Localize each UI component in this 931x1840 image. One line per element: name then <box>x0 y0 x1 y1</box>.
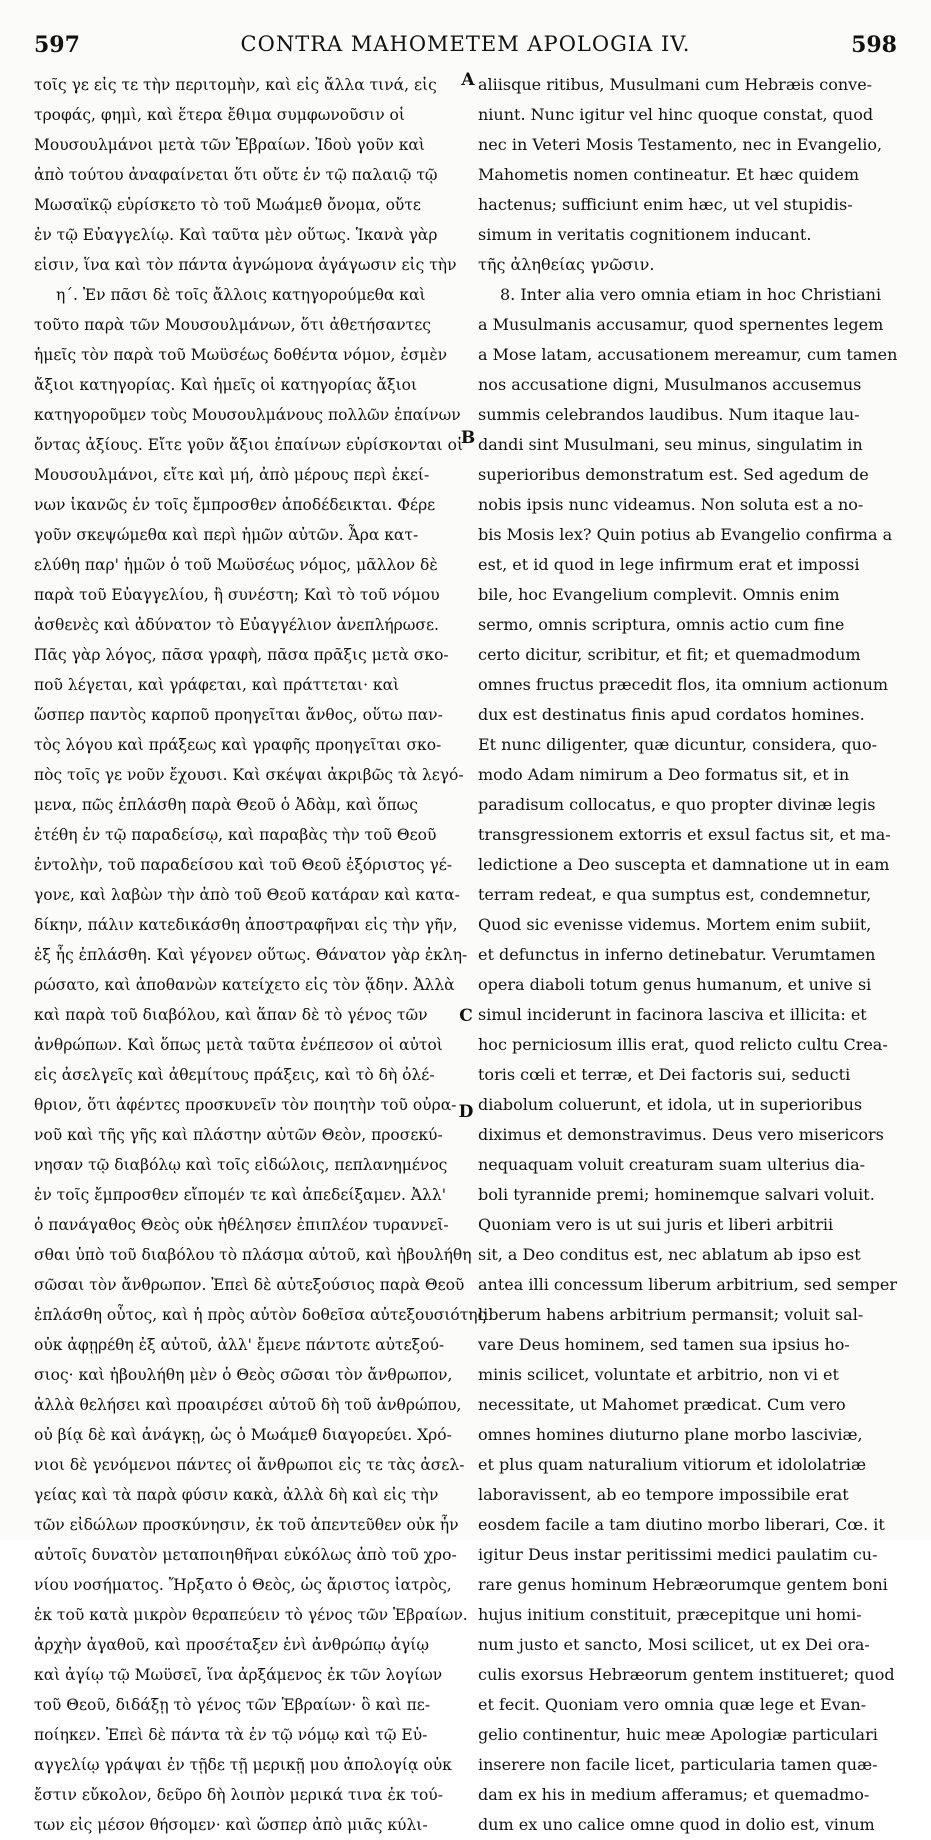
text-line: Et nunc diligenter, quæ dicuntur, considera, quo- <box>478 735 878 754</box>
text-line: hoc perniciosum illis erat, quod relicto cultu Crea- <box>478 1035 888 1054</box>
text-line: ὄντας ἀξίους. Εἴτε γοῦν ἄξιοι ἐπαίνων εὑρίσκονται οἱ <box>34 436 464 454</box>
text-line: ἐν τῷ Εὐαγγελίῳ. Καὶ ταῦτα μὲν οὕτως. Ἱκανὰ γὰρ <box>34 226 438 244</box>
text-line: toris cœli et terræ, et Dei factoris sui, seducti <box>478 1065 851 1084</box>
text-line: νιοι δὲ γενόμενοι πάντες οἱ ἄνθρωποι εἰς τε τὰς ἀσελ- <box>34 1456 465 1474</box>
text-line: num justo et sancto, Mosi scilicet, ut ex Dei ora- <box>478 1635 870 1654</box>
text-line: est, et id quod in lege infirmum erat et impossi <box>478 555 860 574</box>
text-line: et defunctus in inferno detinebatur. Verumtamen <box>478 945 876 964</box>
text-line: niunt. Nunc igitur vel hinc quoque constat, quod <box>478 105 874 124</box>
text-line: τὸς λόγου καὶ πράξεως καὶ γραφῆς προηγεῖται σκο- <box>34 736 442 754</box>
text-line: diximus et demonstravimus. Deus vero misericors <box>478 1125 884 1144</box>
text-line: bis Mosis lex? Quin potius ab Evangelio confirma a <box>478 525 893 544</box>
text-line: παρὰ τοῦ Εὐαγγελίου, ἢ συνέστη; Καὶ τὸ τοῦ νόμου <box>34 586 440 604</box>
text-line: boli tyrannide premi; hominemque salvari voluit. <box>478 1185 875 1204</box>
text-line: certo dicitur, scribitur, et fit; et quemadmodum <box>478 645 861 664</box>
text-line: laboravissent, ab eo tempore impossibile erat <box>478 1485 849 1504</box>
text-line: ἡμεῖς τὸν παρὰ τοῦ Μωϋσέως δοθέντα νόμον, ἐσμὲν <box>34 346 448 364</box>
text-line: 8. Inter alia vero omnia etiam in hoc Christiani <box>500 285 882 304</box>
text-line: ἀλλὰ θελήσει καὶ προαιρέσει αὐτοῦ δὴ τοῦ ἀνθρώπου, <box>34 1396 462 1414</box>
text-line: γοῦν σκεψώμεθα καὶ περὶ ἡμῶν αὐτῶν. Ἆρα κατ- <box>34 526 419 544</box>
text-line: a Mose latam, accusationem mereamur, cum tamen <box>478 345 898 364</box>
text-line: dux est destinatus finis apud cordatos homines. <box>478 705 865 724</box>
text-line: οὐ βίᾳ δὲ καὶ ἀνάγκῃ, ὡς ὁ Μωάμεθ διαγορεύει. Χρό- <box>34 1426 452 1444</box>
margin-marker-a: A <box>461 70 475 90</box>
text-line: antea illi concessum liberum arbitrium, sed semper <box>478 1275 897 1294</box>
text-line: nobis ipsis nunc videamus. Non soluta est a no- <box>478 495 864 514</box>
text-line: τοῖς γε εἰς τε τὴν περιτομὴν, καὶ εἰς ἄλλα τινά, εἰς <box>34 76 437 94</box>
text-line: opera diaboli totum genus humanum, et unive si <box>478 975 872 994</box>
text-line: culis exorsus Hebræorum gentem institueret; quod <box>478 1665 895 1684</box>
latin-column <box>478 70 900 1834</box>
text-line: ἐκ τοῦ κατὰ μικρὸν θεραπεύειν τὸ γένος τῶν Ἑβραίων. <box>34 1606 468 1624</box>
text-line: Mahometis nomen contineatur. Et hæc quidem <box>478 165 859 184</box>
text-line: ἀσθενὲς καὶ ἀδύνατον τὸ Εὐαγγέλιον ἀνεπλήρωσε. <box>34 616 439 634</box>
text-line: Quoniam vero is ut sui juris et liberi arbitrii <box>478 1215 834 1234</box>
text-line: terram redeat, e qua sumptus est, condemnetur, <box>478 885 872 904</box>
text-line: ποίηκεν. Ἐπεὶ δὲ πάντα τὰ ἐν τῷ νόμῳ καὶ τῷ Εὐ- <box>34 1726 428 1744</box>
text-line: καὶ παρὰ τοῦ διαβόλου, καὶ ἅπαν δὲ τὸ γένος τῶν <box>34 1006 428 1024</box>
text-line: transgressionem extorris et exsul factus sit, et ma- <box>478 825 891 844</box>
text-line: nos accusatione digni, Musulmanos accusemus <box>478 375 862 394</box>
text-line: ἐν τοῖς ἔμπροσθεν εἴπομέν τε καὶ ἀπεδείξαμεν. Ἀλλ' <box>34 1186 446 1204</box>
text-line: ἀρχὴν ἀγαθοῦ, καὶ προσέταξεν ἑνὶ ἀνθρώπῳ ἁγίῳ <box>34 1636 430 1654</box>
text-line: rare genus hominum Hebræorumque gentem boni <box>478 1575 888 1594</box>
text-line: a Musulmanis accusamur, quod spernentes legem <box>478 315 884 334</box>
text-line: sit, a Deo conditus est, nec ablatum ab ipso est <box>478 1245 861 1264</box>
text-line: αὐτοῖς δυνατὸν μεταποιηθῆναι εὐκόλως ἀπὸ τοῦ χρο- <box>34 1546 457 1564</box>
text-line: aliisque ritibus, Musulmani cum Hebræis conve- <box>478 75 873 94</box>
text-line: modo Adam nimirum a Deo formatus sit, et in <box>478 765 850 784</box>
text-line: simum in veritatis cognitionem inducant. <box>478 225 812 244</box>
text-line: inserere non facile licet, particularia tamen quæ- <box>478 1755 878 1774</box>
text-line: νοῦ καὶ τῆς γῆς καὶ πλάστην αὐτῶν Θεὸν, προσεκύ- <box>34 1126 443 1144</box>
margin-marker-c: C <box>459 1006 473 1026</box>
text-line: et plus quam naturalium vitiorum et idololatriæ <box>478 1455 867 1474</box>
text-line: γείας καὶ τὰ παρὰ φύσιν κακὰ, ἀλλὰ δὴ καὶ εἰς τὴν <box>34 1486 439 1504</box>
text-line: nec in Veteri Mosis Testamento, nec in Evangelio, <box>478 135 883 154</box>
text-line: dam ex his in medium afferamus; et quemadmo- <box>478 1785 870 1804</box>
text-line: ἀπὸ τούτου ἀναφαίνεται ὅτι οὔτε ἐν τῷ παλαιῷ τῷ <box>34 166 438 184</box>
text-line: σθαι ὑπὸ τοῦ διαβόλου τὸ πλάσμα αὐτοῦ, καὶ ἠβουλήθη <box>34 1246 472 1264</box>
text-line: κατηγοροῦμεν τοὺς Μουσουλμάνους πολλῶν ἐπαίνων <box>34 406 461 424</box>
text-line: καὶ ἀγίῳ τῷ Μωϋσεῖ, ἵνα ἀρξάμενος ἐκ τῶν λογίων <box>34 1666 443 1684</box>
text-line: simul inciderunt in facinora lasciva et illicita: et <box>478 1005 867 1024</box>
text-line: et fecit. Quoniam vero omnia quæ lege et Evan- <box>478 1695 867 1714</box>
text-line: τοῦτο παρὰ τῶν Μουσουλμάνων, ὅτι ἀθετήσαντες <box>34 316 431 334</box>
text-line: ὁ πανάγαθος Θεὸς οὐκ ἠθέλησεν ἐπιπλέον τυραννεῖ- <box>34 1216 449 1234</box>
text-line: necessitate, ut Mahomet prædicat. Cum vero <box>478 1395 846 1414</box>
text-line: τροφάς, φημὶ, καὶ ἕτερα ἔθιμα συμφωνοῦσιν οἱ <box>34 106 405 124</box>
text-line: igitur Deus instar peritissimi medici paulatim cu- <box>478 1545 878 1564</box>
text-line: liberum habens arbitrium permansit; voluit sal- <box>478 1305 864 1324</box>
text-line: ποῦ λέγεται, καὶ γράφεται, καὶ πράττεται· καὶ <box>34 676 400 694</box>
text-line: αγγελίῳ γράψαι ἐν τῇδε τῇ μερικῇ μου ἀπολογίᾳ οὐκ <box>34 1756 452 1774</box>
text-line: η΄. Ἐν πᾶσι δὲ τοῖς ἄλλοις κατηγορούμεθα καὶ <box>56 286 426 304</box>
text-line: ὥσπερ παντὸς καρποῦ προηγεῖται ἄνθος, οὕτω παν- <box>34 706 443 724</box>
text-line: Μουσουλμάνοι μετὰ τῶν Ἑβραίων. Ἰδοὺ γοῦν καὶ <box>34 136 425 154</box>
text-line: ἐτέθη ἐν τῷ παραδείσῳ, καὶ παραβὰς τὴν τοῦ Θεοῦ <box>34 826 437 844</box>
text-line: bile, hoc Evangelium complevit. Omnis enim <box>478 585 840 604</box>
text-line: οὐκ ἀφῃρέθη ἐξ αὐτοῦ, ἀλλ' ἔμενε πάντοτε αὐτεξού- <box>34 1336 445 1354</box>
text-line: τῆς ἀληθείας γνῶσιν. <box>478 255 655 274</box>
text-line: ἐξ ἧς ἐπλάσθη. Καὶ γέγονεν οὕτως. Θάνατον γὰρ ἐκλη- <box>34 946 468 964</box>
text-line: summis celebrandos laudibus. Num itaque lau- <box>478 405 860 424</box>
text-line: Πᾶς γὰρ λόγος, πᾶσα γραφὴ, πᾶσα πρᾶξις μετὰ σκο- <box>34 646 449 664</box>
page-number-left: 597 <box>34 32 80 58</box>
text-line: νησαν τῷ διαβόλῳ καὶ τοῖς εἰδώλοις, πεπλανημένος <box>34 1156 448 1174</box>
text-line: eosdem facile a tam diutino morbo liberari, Cœ. it <box>478 1515 885 1534</box>
margin-marker-d: D <box>458 1102 474 1122</box>
text-line: εἰσιν, ἵνα καὶ τὸν πάντα ἀγνώμονα ἀγάγωσιν εἰς τὴν <box>34 256 457 274</box>
text-line: τῶν εἰδώλων προσκύνησιν, ἐκ τοῦ ἀπεντεῦθεν οὐκ ἦν <box>34 1516 459 1534</box>
text-line: hujus initium constituit, præcepitque uni homi- <box>478 1605 862 1624</box>
greek-column <box>34 70 487 1834</box>
text-line: ἀνθρώπων. Καὶ ὅπως μετὰ ταῦτα ἐνέπεσον οἱ αὐτοὶ <box>34 1036 443 1054</box>
text-line: νων ἱκανῶς ἐν τοῖς ἔμπροσθεν ἀποδέδεικται. Φέρε <box>34 496 436 514</box>
text-line: νίου νοσήματος. Ἤρξατο ὁ Θεὸς, ὡς ἄριστος ἰατρὸς, <box>34 1576 452 1594</box>
text-line: minis scilicet, voluntate et arbitrio, non vi et <box>478 1365 839 1384</box>
text-line: μενα, πῶς ἐπλάσθη παρὰ Θεοῦ ὁ Ἀδὰμ, καὶ ὅπως <box>34 796 418 814</box>
text-line: θριον, ὅτι ἀφέντες προσκυνεῖν τὸν ποιητὴν τοῦ οὐρα- <box>34 1096 457 1114</box>
text-line: των εἰς μέσον θήσομεν· καὶ ὥσπερ ἀπὸ μιᾶς κύλι- <box>34 1816 428 1834</box>
page-number-right: 598 <box>851 32 897 58</box>
margin-marker-b: B <box>460 428 476 448</box>
text-line: superioribus demonstratum est. Sed agedum de <box>478 465 869 484</box>
text-line: diabolum coluerunt, et idola, ut in superioribus <box>478 1095 863 1114</box>
text-line: ρώσατο, καὶ ἀποθανὼν κατείχετο εἰς τὸν ᾅδην. Ἀλλὰ <box>34 976 455 994</box>
text-line: Μουσουλμάνοι, εἴτε καὶ μή, ἀπὸ μέρους περὶ ἐκεί- <box>34 466 430 484</box>
text-line: σῶσαι τὸν ἄνθρωπον. Ἐπεὶ δὲ αὐτεξούσιος παρὰ Θεοῦ <box>34 1276 465 1294</box>
text-line: ἐπλάσθη οὗτος, καὶ ἡ πρὸς αὐτὸν δοθεῖσα αὐτεξουσιότης <box>34 1306 487 1324</box>
text-line: γονε, καὶ λαβὼν τὴν ἀπὸ τοῦ Θεοῦ κατάραν καὶ κατα- <box>34 886 460 904</box>
text-line: vare Deus hominem, sed tamen sua ipsius ho- <box>478 1335 850 1354</box>
text-line: hactenus; sufficiunt enim hæc, ut vel stupidis- <box>478 195 853 214</box>
text-line: Quod sic evenisse videmus. Mortem enim subiit, <box>478 915 872 934</box>
text-line: ἄξιοι κατηγορίας. Καὶ ἡμεῖς οἱ κατηγορίας ἄξιοι <box>34 376 418 394</box>
text-line: paradisum collocatus, e quo propter divinæ legis <box>478 795 876 814</box>
text-line: σιος· καὶ ἠβουλήθη μὲν ὁ Θεὸς σῶσαι τὸν ἄνθρωπον, <box>34 1366 453 1384</box>
page-header <box>14 28 917 62</box>
text-line: ἔστιν εὔκολον, δεῦρο δὴ λοιπὸν μερικά τινα ἐκ τού- <box>34 1786 443 1804</box>
text-line: ελύθη παρ' ἡμῶν ὁ τοῦ Μωϋσέως νόμος, μᾶλλον δὲ <box>34 556 438 574</box>
text-line: dandi sint Musulmani, seu minus, singulatim in <box>478 435 863 454</box>
text-line: dum ex uno calice omne quod in dolio est, vinum <box>478 1815 875 1834</box>
text-line: Μωσαϊκῷ εὑρίσκετο τὸ τοῦ Μωάμεθ ὄνομα, οὔτε <box>34 196 421 214</box>
text-line: ἐντολὴν, τοῦ παραδείσου καὶ τοῦ Θεοῦ ἐξόριστος γέ- <box>34 856 453 874</box>
text-line: omnes homines diuturno plane morbo lasciviæ, <box>478 1425 863 1444</box>
text-line: τοῦ Θεοῦ, διδάξῃ τὸ γένος τῶν Ἑβραίων· ὃ καὶ πε- <box>34 1696 431 1714</box>
text-line: nequaquam voluit creaturam suam ulterius dia- <box>478 1155 866 1174</box>
text-line: omnes fructus præcedit flos, ita omnium actionum <box>478 675 889 694</box>
text-line: πὸς τοῖς γε νοῦν ἔχουσι. Καὶ σκέψαι ἀκριβῶς τὰ λεγό- <box>34 766 464 784</box>
text-line: gelio continentur, huic meæ Apologiæ particulari <box>478 1725 878 1744</box>
text-line: ledictione a Deo suscepta et damnatione ut in eam <box>478 855 890 874</box>
text-line: δίκην, πάλιν κατεδικάσθη ἀποστραφῆναι εἰς τὴν γῆν, <box>34 916 458 934</box>
text-line: εἰς ἀσελγεῖς καὶ ἀθεμίτους πράξεις, καὶ τὸ δὴ ὀλέ- <box>34 1066 435 1084</box>
text-line: sermo, omnis scriptura, omnis actio cum fine <box>478 615 845 634</box>
running-title: CONTRA MAHOMETEM APOLOGIA IV. <box>240 32 691 56</box>
